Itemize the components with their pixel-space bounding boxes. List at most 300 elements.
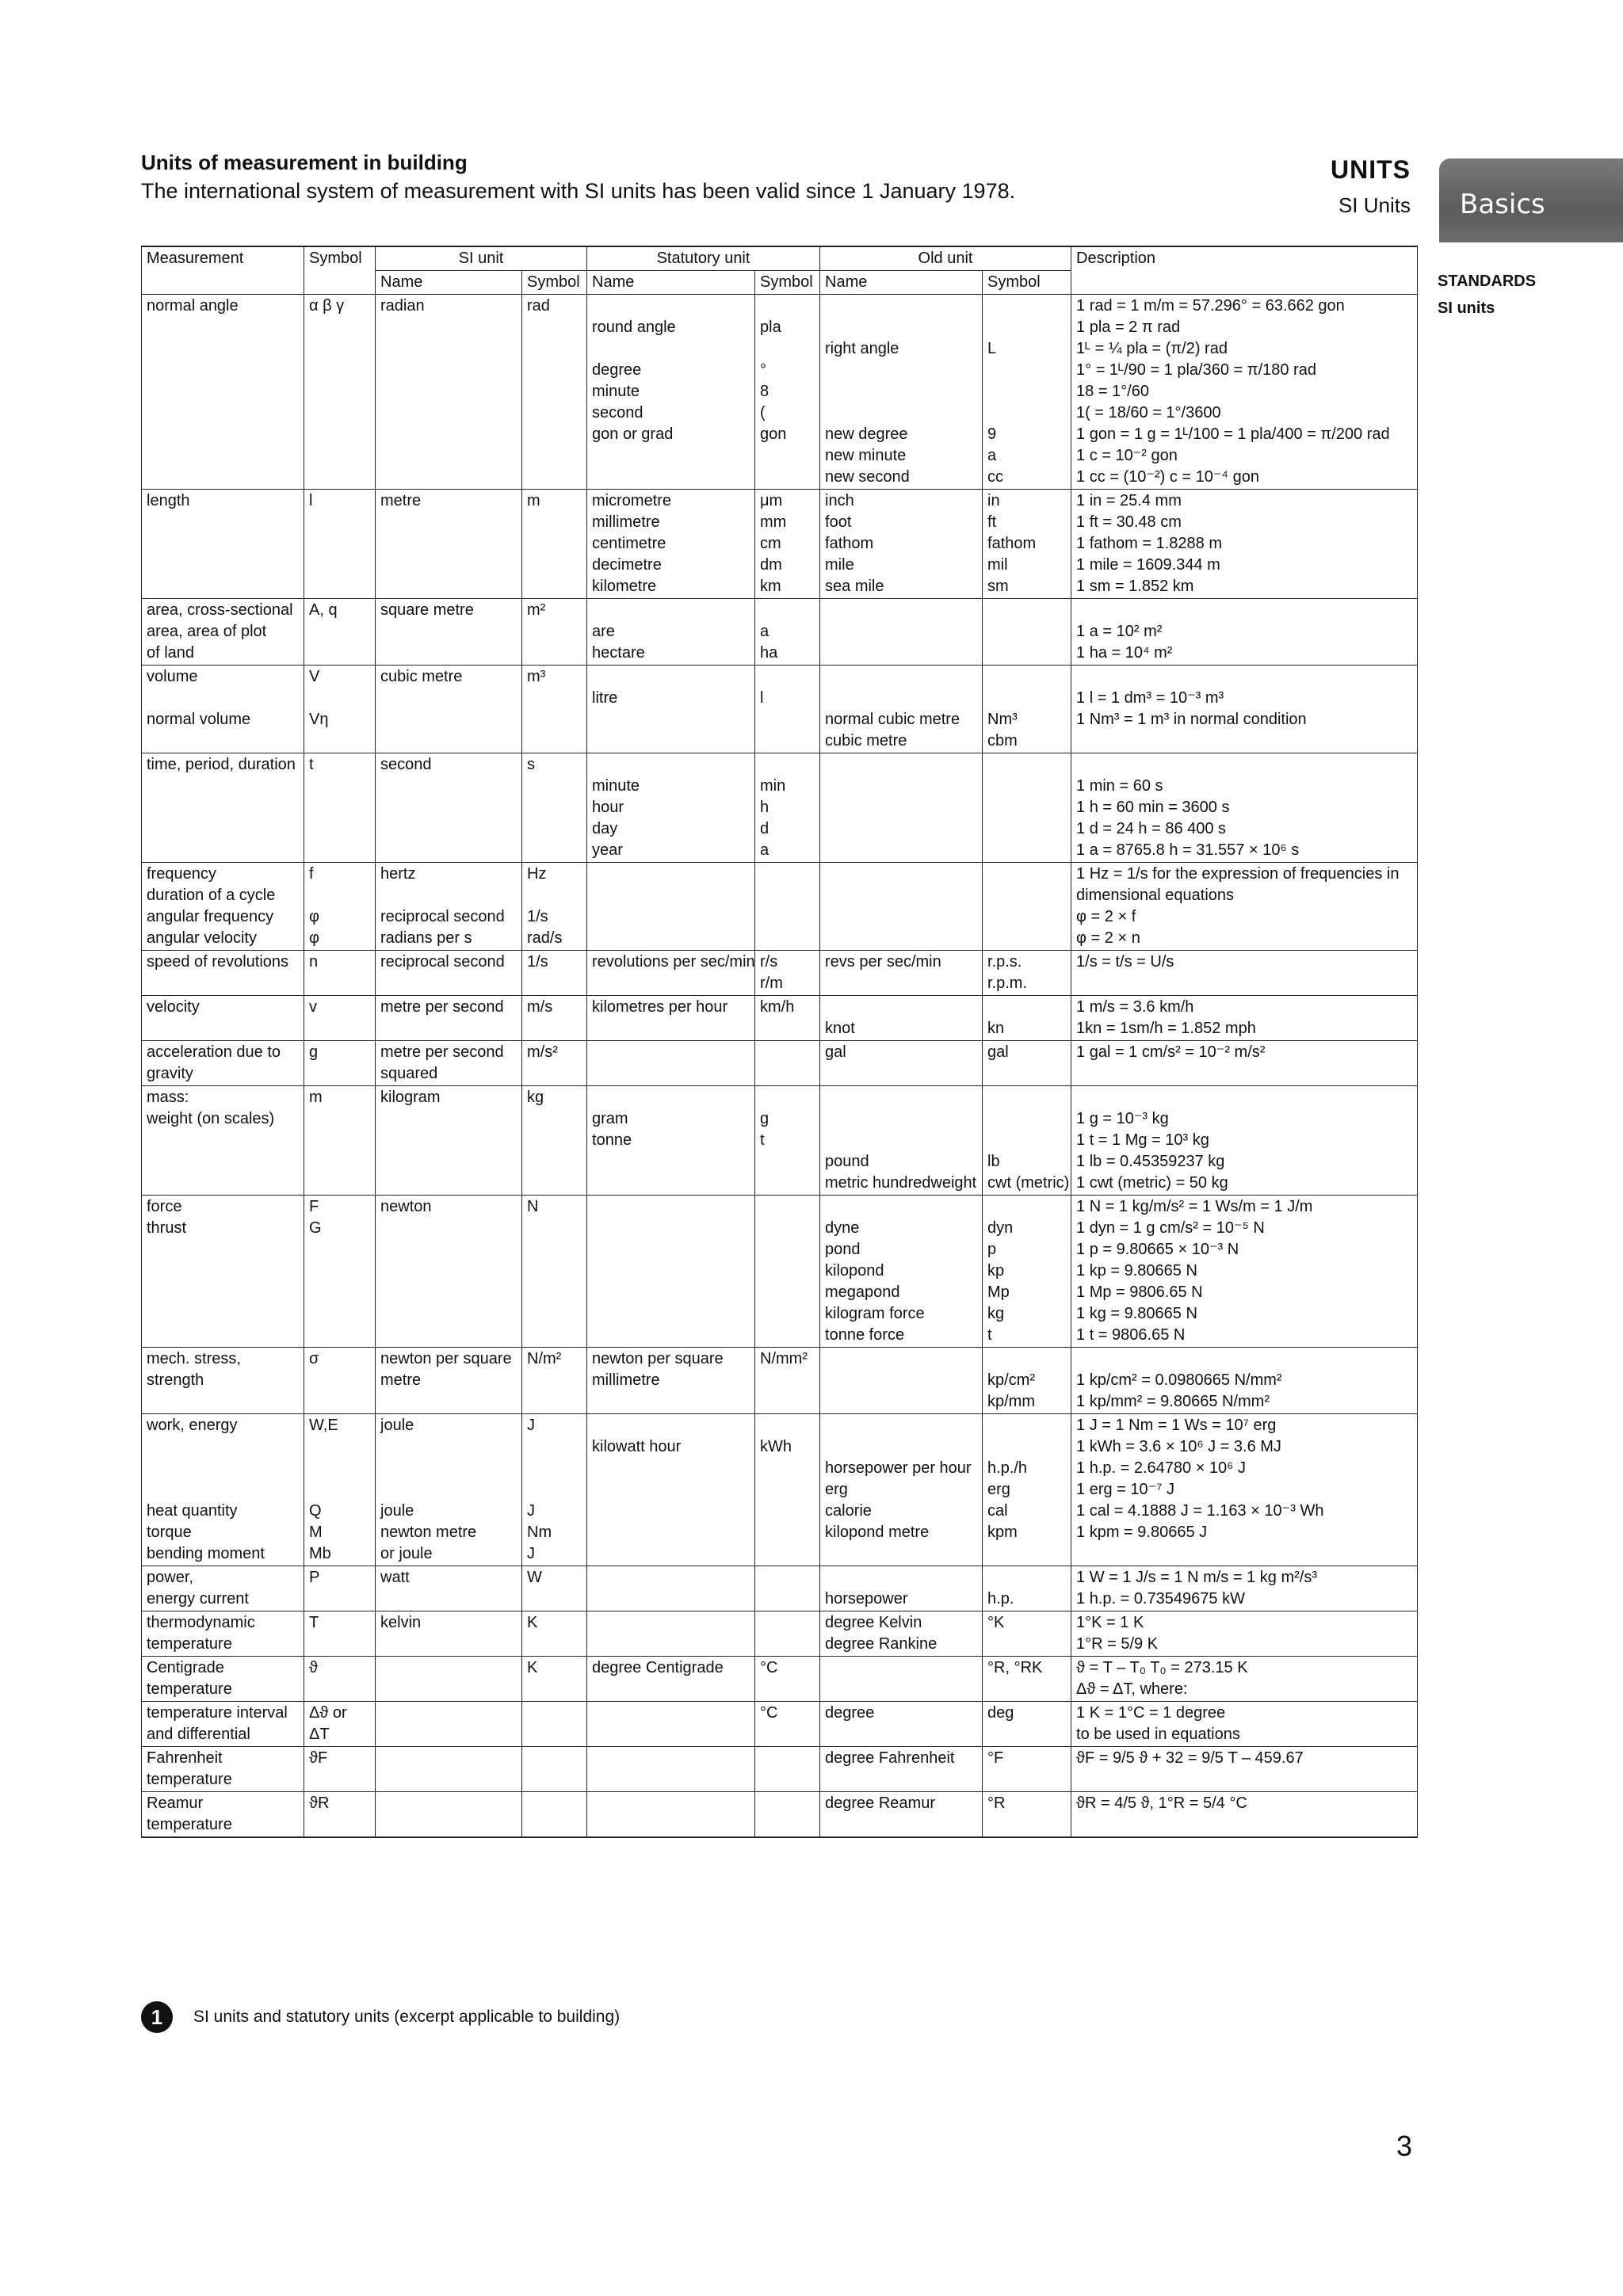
cell-symbol — [304, 753, 376, 863]
cell-line: pla — [760, 318, 781, 336]
cell-stat-name — [587, 1041, 755, 1086]
cell-line: 1 Mp = 9806.65 N — [1076, 1283, 1203, 1301]
cell-line: J — [527, 1417, 535, 1434]
cell-line — [592, 666, 750, 688]
cell-line: work, energy — [147, 1417, 238, 1434]
cell-line: °R, °RK — [987, 1659, 1043, 1676]
cell-stat-symbol — [755, 1196, 820, 1348]
cell-line — [987, 1348, 1066, 1370]
cell-line: 1 cal = 4.1888 J = 1.163 × 10⁻³ Wh — [1076, 1502, 1324, 1520]
cell-line: r/m — [760, 974, 783, 992]
cell-line: joule — [380, 1417, 414, 1434]
cell-line: degree Fahrenheit — [825, 1749, 955, 1767]
cell-description — [1071, 1702, 1418, 1747]
cell-old-name — [820, 666, 983, 753]
cell-old-symbol — [983, 1702, 1071, 1747]
cell-symbol — [304, 996, 376, 1041]
cell-line: round angle — [592, 318, 676, 336]
table-row — [142, 1414, 1418, 1566]
table-row — [142, 1657, 1418, 1702]
cell-line — [825, 1196, 977, 1218]
cell-line: cm — [760, 535, 781, 552]
cell-line: gon or grad — [592, 425, 674, 443]
cell-line: J — [527, 1502, 535, 1520]
cell-line: M — [309, 1524, 323, 1541]
cell-measurement — [142, 1414, 304, 1566]
cell-line: 1 t = 1 Mg = 10³ kg — [1076, 1131, 1209, 1149]
cell-line: 1 min = 60 s — [1076, 777, 1163, 795]
cell-stat-name — [587, 1414, 755, 1566]
col-measurement: Measurement — [142, 246, 304, 295]
cell-line: micrometre — [592, 492, 672, 509]
cell-line: 1 Nm³ = 1 m³ in normal condition — [1076, 711, 1307, 728]
cell-line — [1076, 666, 1412, 688]
page-number: 3 — [1396, 2130, 1413, 2162]
cell-symbol — [304, 1414, 376, 1566]
cell-line: L — [987, 340, 997, 357]
cell-line: A, q — [309, 601, 338, 619]
cell-description — [1071, 599, 1418, 666]
cell-line: angular velocity — [147, 929, 257, 947]
cell-line: 1 kWh = 3.6 × 10⁶ J = 3.6 MJ — [1076, 1438, 1281, 1455]
cell-line: deg — [987, 1704, 1014, 1722]
cell-si-symbol — [522, 490, 587, 599]
cell-line: normal cubic metre — [825, 711, 960, 728]
cell-si-name — [376, 1611, 522, 1657]
cell-old-name — [820, 599, 983, 666]
cell-line — [760, 338, 815, 360]
cell-line: minute — [592, 383, 640, 400]
cell-line: J — [527, 1545, 535, 1562]
cell-symbol — [304, 951, 376, 996]
cell-line: area, cross-sectional — [147, 601, 293, 619]
cell-line: degree Reamur — [825, 1794, 935, 1812]
cell-stat-name — [587, 1086, 755, 1196]
cell-line: 1 W = 1 J/s = 1 N m/s = 1 kg m²/s³ — [1076, 1569, 1317, 1586]
section-tab[interactable] — [1439, 158, 1623, 242]
cell-old-symbol — [983, 951, 1071, 996]
cell-line — [987, 1436, 1066, 1458]
cell-line: degree — [592, 361, 642, 379]
cell-line — [380, 1479, 517, 1501]
cell-line: torque — [147, 1524, 192, 1541]
cell-line: foot — [825, 513, 852, 531]
cell-line: fathom — [825, 535, 874, 552]
cell-line: °F — [987, 1749, 1004, 1767]
cell-symbol — [304, 1566, 376, 1611]
cell-line — [987, 1130, 1066, 1151]
cell-line: t — [760, 1131, 765, 1149]
cell-old-symbol — [983, 1747, 1071, 1792]
cell-si-name — [376, 1196, 522, 1348]
table-row — [142, 1702, 1418, 1747]
table-row — [142, 1041, 1418, 1086]
cell-measurement — [142, 1611, 304, 1657]
cell-line: mass: — [147, 1089, 189, 1106]
cell-si-name — [376, 490, 522, 599]
cell-line — [380, 1458, 517, 1479]
cell-line: sm — [987, 578, 1009, 595]
cell-line: 1 h = 60 min = 3600 s — [1076, 799, 1230, 816]
cell-line: l — [760, 689, 764, 707]
cell-line: gal — [825, 1043, 846, 1061]
cell-stat-name — [587, 1566, 755, 1611]
cell-line: normal angle — [147, 297, 239, 315]
cell-old-symbol — [983, 1041, 1071, 1086]
cell-line: 1 N = 1 kg/m/s² = 1 Ws/m = 1 J/m — [1076, 1198, 1313, 1215]
cell-line: P — [309, 1569, 320, 1586]
cell-stat-symbol — [755, 490, 820, 599]
cell-line — [309, 1436, 370, 1458]
cell-line: 1° = 1ᴸ/90 = 1 pla/360 = π/180 rad — [1076, 361, 1316, 379]
cell-line: squared — [380, 1065, 438, 1082]
cell-line: 1 kpm = 9.80665 J — [1076, 1524, 1208, 1541]
cell-stat-symbol — [755, 1348, 820, 1414]
cell-line: gram — [592, 1110, 628, 1127]
cell-line — [825, 360, 977, 381]
cell-line: kilogram force — [825, 1305, 925, 1322]
cell-old-name — [820, 295, 983, 490]
sidebar-standards: STANDARDS — [1438, 273, 1537, 290]
cell-si-symbol — [522, 951, 587, 996]
cell-line: ΔT — [309, 1726, 330, 1743]
cell-line: 18 = 1°/60 — [1076, 383, 1149, 400]
cell-description — [1071, 863, 1418, 951]
cell-line — [987, 1087, 1066, 1108]
cell-line: 1/s — [527, 953, 548, 971]
cell-line: cwt (metric) — [987, 1174, 1070, 1192]
cell-line: 1 rad = 1 m/m = 57.296° = 63.662 gon — [1076, 297, 1345, 315]
cell-line: h — [760, 799, 769, 816]
cell-si-name — [376, 1747, 522, 1792]
cell-measurement — [142, 295, 304, 490]
cell-line: °R — [987, 1794, 1006, 1812]
cell-line: gal — [987, 1043, 1009, 1061]
cell-line: Vη — [309, 711, 329, 728]
cell-line — [987, 360, 1066, 381]
cell-line: 1 p = 9.80665 × 10⁻³ N — [1076, 1241, 1239, 1258]
table-row — [142, 863, 1418, 951]
cell-line: v — [309, 998, 317, 1016]
cell-line: square metre — [380, 601, 474, 619]
cell-stat-symbol — [755, 599, 820, 666]
cell-measurement — [142, 1792, 304, 1838]
cell-line: millimetre — [592, 1371, 660, 1389]
cell-line: degree Rankine — [825, 1635, 938, 1653]
cell-description — [1071, 753, 1418, 863]
cell-line: 1 kg = 9.80665 N — [1076, 1305, 1197, 1322]
cell-line: force — [147, 1198, 182, 1215]
cell-old-name — [820, 1041, 983, 1086]
cell-line: Hz — [527, 865, 547, 883]
cell-symbol — [304, 1702, 376, 1747]
table-row — [142, 996, 1418, 1041]
cell-description — [1071, 490, 1418, 599]
cell-line: ϑR — [309, 1794, 330, 1812]
cell-line — [987, 666, 1066, 688]
caption-text: SI units and statutory units (excerpt applicable to building) — [193, 2008, 621, 2026]
cell-old-symbol — [983, 863, 1071, 951]
cell-line: mm — [760, 513, 787, 531]
cell-line — [527, 885, 582, 906]
cell-stat-symbol — [755, 1657, 820, 1702]
cell-line — [309, 1458, 370, 1479]
cell-line: rad/s — [527, 929, 563, 947]
cell-line: new second — [825, 468, 910, 486]
cell-line: m³ — [527, 668, 546, 685]
cell-line: metric hundredweight — [825, 1174, 977, 1192]
cell-measurement — [142, 863, 304, 951]
cell-line — [825, 1087, 977, 1108]
col-symbol: Symbol — [304, 246, 376, 295]
cell-line: Δϑ or — [309, 1704, 347, 1722]
cell-line: 8 — [760, 383, 769, 400]
cell-line: Mb — [309, 1545, 331, 1562]
cell-line: 1 h.p. = 0.73549675 kW — [1076, 1590, 1245, 1608]
cell-si-name — [376, 863, 522, 951]
col-si-unit: SI unit — [376, 246, 587, 271]
col-si-name: Name — [376, 271, 522, 295]
cell-stat-name — [587, 1611, 755, 1657]
cell-line — [760, 1415, 815, 1436]
cell-line: watt — [380, 1569, 410, 1586]
cell-line — [987, 1196, 1066, 1218]
cell-old-name — [820, 1196, 983, 1348]
cell-line: a — [760, 623, 769, 640]
cell-line: erg — [825, 1481, 848, 1498]
cell-line — [760, 1087, 815, 1108]
cell-line — [309, 885, 370, 906]
cell-line: ft — [987, 513, 997, 531]
cell-symbol — [304, 295, 376, 490]
cell-old-symbol — [983, 1611, 1071, 1657]
cell-line: n — [309, 953, 319, 971]
cell-line: temperature interval — [147, 1704, 288, 1722]
table-row — [142, 1566, 1418, 1611]
cell-line: km — [760, 578, 781, 595]
cell-line: Nm³ — [987, 711, 1018, 728]
cell-line: G — [309, 1219, 322, 1237]
cell-description — [1071, 1792, 1418, 1838]
cell-line: ϑ — [309, 1659, 318, 1676]
cell-line: hectare — [592, 644, 645, 662]
cell-line: lb — [987, 1153, 1000, 1170]
cell-line: reciprocal second — [380, 953, 505, 971]
cell-line — [825, 688, 977, 709]
cell-line: 1 l = 1 dm³ = 10⁻³ m³ — [1076, 689, 1224, 707]
cell-si-name — [376, 599, 522, 666]
cell-si-symbol — [522, 1414, 587, 1566]
cell-line: revolutions per sec/min — [592, 953, 755, 971]
cell-line: length — [147, 492, 190, 509]
cell-symbol — [304, 1086, 376, 1196]
cell-description — [1071, 1566, 1418, 1611]
cell-line: 9 — [987, 425, 997, 443]
cell-si-symbol — [522, 1657, 587, 1702]
cell-line: litre — [592, 689, 618, 707]
cell-line: 1°K = 1 K — [1076, 1614, 1144, 1631]
cell-line: μm — [760, 492, 783, 509]
cell-line: kpm — [987, 1524, 1018, 1541]
cell-line: p — [987, 1241, 997, 1258]
cell-stat-name — [587, 666, 755, 753]
cell-line: φ = 2 × f — [1076, 908, 1136, 925]
cell-si-symbol — [522, 1566, 587, 1611]
cell-si-symbol — [522, 1611, 587, 1657]
cell-line: strength — [147, 1371, 204, 1389]
cell-line: 1 h.p. = 2.64780 × 10⁶ J — [1076, 1459, 1246, 1477]
cell-old-symbol — [983, 599, 1071, 666]
cell-line — [825, 402, 977, 424]
cell-line: m/s² — [527, 1043, 558, 1061]
cell-stat-symbol — [755, 1041, 820, 1086]
cell-line: duration of a cycle — [147, 887, 276, 904]
cell-line — [1076, 1087, 1412, 1108]
cell-line — [987, 317, 1066, 338]
cell-line: metre per second — [380, 998, 504, 1016]
cell-si-name — [376, 1414, 522, 1566]
cell-line — [592, 754, 750, 776]
cell-line: temperature — [147, 1816, 232, 1833]
cell-line: angular frequency — [147, 908, 274, 925]
cell-line: 1 ha = 10⁴ m² — [1076, 644, 1173, 662]
cell-line: 1 lb = 0.45359237 kg — [1076, 1153, 1225, 1170]
cell-stat-name — [587, 1196, 755, 1348]
cell-line — [592, 1087, 750, 1108]
cell-line: acceleration due to — [147, 1043, 281, 1061]
units-table-body — [142, 295, 1418, 1838]
col-old-symbol: Symbol — [983, 271, 1071, 295]
doc-title: Units of measurement in building — [141, 151, 468, 174]
cell-line: revs per sec/min — [825, 953, 941, 971]
cell-old-name — [820, 951, 983, 996]
cell-description — [1071, 1086, 1418, 1196]
cell-line — [760, 754, 815, 776]
cell-old-name — [820, 490, 983, 599]
cell-old-name — [820, 753, 983, 863]
cell-si-name — [376, 1086, 522, 1196]
cell-line: 1( = 18/60 = 1°/3600 — [1076, 404, 1221, 421]
cell-line: m — [527, 492, 540, 509]
col-old-name: Name — [820, 271, 983, 295]
section-tab-label: Basics — [1460, 189, 1545, 220]
cell-line: kilometre — [592, 578, 657, 595]
cell-line: W,E — [309, 1417, 338, 1434]
cell-line: N/m² — [527, 1350, 562, 1367]
cell-line: kilopond — [825, 1262, 884, 1280]
cell-stat-symbol — [755, 1747, 820, 1792]
cell-si-symbol — [522, 599, 587, 666]
cell-line: m/s — [527, 998, 553, 1016]
cell-line — [592, 1415, 750, 1436]
cell-line: centimetre — [592, 535, 666, 552]
cell-line: F — [309, 1198, 319, 1215]
cell-line: 1 t = 9806.65 N — [1076, 1326, 1186, 1344]
cell-line: newton per square — [380, 1350, 512, 1367]
cell-description — [1071, 1611, 1418, 1657]
cell-measurement — [142, 1657, 304, 1702]
cell-line: metre — [380, 1371, 422, 1389]
cell-stat-symbol — [755, 951, 820, 996]
col-statutory-unit: Statutory unit — [587, 246, 820, 271]
cell-line: and differential — [147, 1726, 250, 1743]
cell-line: horsepower per hour — [825, 1459, 972, 1477]
cell-old-symbol — [983, 753, 1071, 863]
cell-line — [987, 402, 1066, 424]
cell-stat-symbol — [755, 295, 820, 490]
table-row — [142, 1086, 1418, 1196]
cell-line: N/mm² — [760, 1350, 808, 1367]
cell-line: megapond — [825, 1283, 900, 1301]
cell-line — [1076, 1348, 1412, 1370]
cell-line: area, area of plot — [147, 623, 267, 640]
cell-line: kn — [987, 1020, 1005, 1037]
cell-line: dm — [760, 556, 782, 574]
cell-line: cc — [987, 468, 1004, 486]
cell-line: tonne force — [825, 1326, 905, 1344]
cell-line: Q — [309, 1502, 322, 1520]
cell-stat-name — [587, 753, 755, 863]
cell-line: thrust — [147, 1219, 187, 1237]
cell-line: in — [987, 492, 1000, 509]
cell-line — [527, 1458, 582, 1479]
cell-stat-name — [587, 1747, 755, 1792]
cell-stat-symbol — [755, 1566, 820, 1611]
cell-description — [1071, 1196, 1418, 1348]
cell-line: 1 kp/cm² = 0.0980665 N/mm² — [1076, 1371, 1282, 1389]
cell-line: 1 K = 1°C = 1 degree — [1076, 1704, 1226, 1722]
cell-line: a — [987, 447, 997, 464]
cell-old-symbol — [983, 490, 1071, 599]
cell-line: s — [527, 756, 535, 773]
cell-line: 1 Hz = 1/s for the expression of frequencies in — [1076, 865, 1400, 883]
cell-measurement — [142, 599, 304, 666]
cell-line: radian — [380, 297, 425, 315]
cell-line: mil — [987, 556, 1008, 574]
cell-line: ° — [760, 361, 767, 379]
cell-si-name — [376, 666, 522, 753]
cell-line: inch — [825, 492, 854, 509]
cell-line — [987, 1108, 1066, 1130]
cell-symbol — [304, 863, 376, 951]
cell-line — [147, 1458, 299, 1479]
cell-line: are — [592, 623, 615, 640]
cell-line: year — [592, 841, 623, 859]
col-stat-name: Name — [587, 271, 755, 295]
cell-line: r.p.s. — [987, 953, 1022, 971]
cell-old-symbol — [983, 1196, 1071, 1348]
cell-line: 1 gal = 1 cm/s² = 10⁻² m/s² — [1076, 1043, 1266, 1061]
cell-old-name — [820, 1566, 983, 1611]
cell-description — [1071, 666, 1418, 753]
cell-line: heat quantity — [147, 1502, 238, 1520]
cell-line: Nm — [527, 1524, 552, 1541]
cell-line: Fahrenheit — [147, 1749, 223, 1767]
table-row — [142, 1348, 1418, 1414]
cell-line: decimetre — [592, 556, 662, 574]
cell-line: 1 fathom = 1.8288 m — [1076, 535, 1223, 552]
cell-line — [825, 666, 977, 688]
cell-line: radians per s — [380, 929, 472, 947]
cell-old-name — [820, 1657, 983, 1702]
cell-line: degree — [825, 1704, 875, 1722]
cell-description — [1071, 1041, 1418, 1086]
cell-line: dyne — [825, 1219, 860, 1237]
cell-stat-symbol — [755, 1702, 820, 1747]
cell-line: 1 dyn = 1 g cm/s² = 10⁻⁵ N — [1076, 1219, 1265, 1237]
cell-line: h.p./h — [987, 1459, 1028, 1477]
cell-line: newton per square — [592, 1350, 724, 1367]
